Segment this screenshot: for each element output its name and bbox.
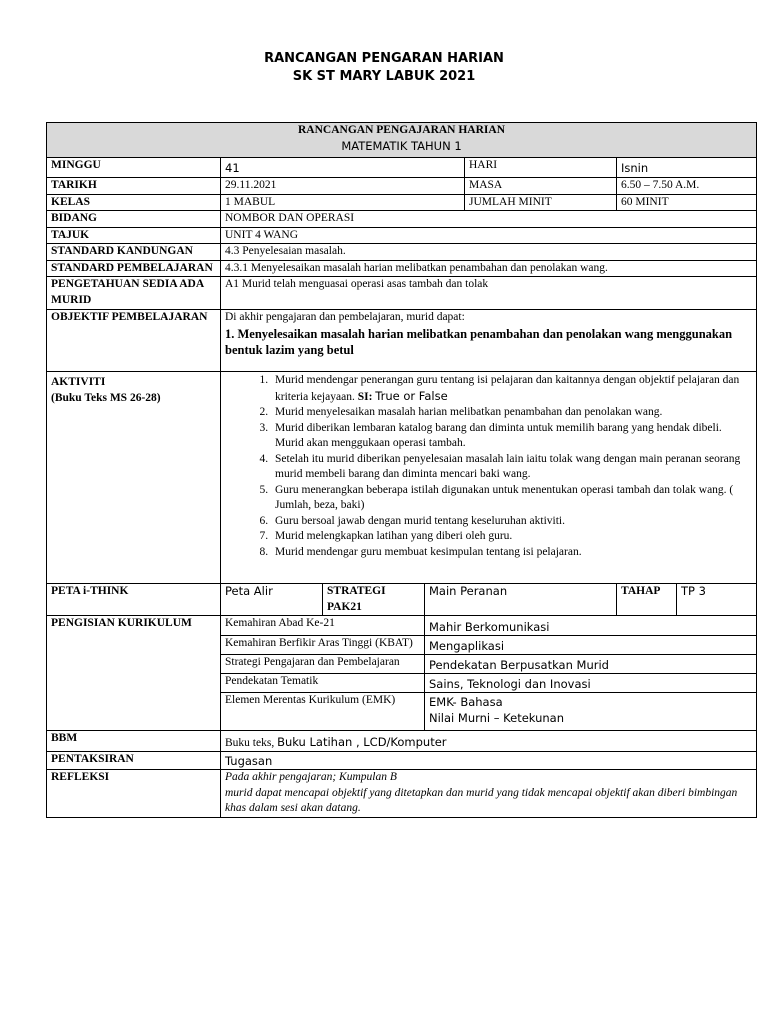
pengisian-kurikulum-label: PENGISIAN KURIKULUM xyxy=(47,616,221,731)
masa-label: MASA xyxy=(465,178,617,195)
kurikulum-item-left: Pendekatan Tematik xyxy=(221,674,425,693)
row-kurikulum-1 xyxy=(47,616,757,636)
strategi-pak21-value: Main Peranan xyxy=(425,584,617,616)
hari-label: HARI xyxy=(465,158,617,178)
kurikulum-item-left: Strategi Pengajaran dan Pembelajaran xyxy=(221,655,425,674)
kelas-value: 1 MABUL xyxy=(221,194,465,211)
standard-kandungan-value: 4.3 Penyelesaian masalah. xyxy=(221,244,757,261)
document-title: RANCANGAN PENGARAN HARIAN xyxy=(264,51,504,66)
list-item: 4. Setelah itu murid diberikan penyelesaian masalah lain iaitu tolak wang dengan main peranan seorang murid membeli barang dan diminta mencari baki wang. xyxy=(271,452,752,483)
table-header-title: RANCANGAN PENGAJARAN HARIAN xyxy=(298,124,505,136)
row-peta-ithink xyxy=(47,584,757,616)
standard-pembelajaran-value: 4.3.1 Menyelesaikan masalah harian melibatkan penambahan dan penolakan wang. xyxy=(221,260,757,277)
kurikulum-item-left: Kemahiran Abad Ke-21 xyxy=(221,616,425,636)
standard-pembelajaran-label: STANDARD PEMBELAJARAN xyxy=(47,260,221,277)
refleksi-value xyxy=(221,770,757,818)
bbm-value: Buku teks, Buku Latihan , LCD/Komputer xyxy=(221,731,757,752)
aktiviti-list-cell xyxy=(221,372,757,584)
peta-ithink-value: Peta Alir xyxy=(221,584,323,616)
aktiviti-list xyxy=(225,373,752,560)
aktiviti-buku-teks: (Buku Teks MS 26-28) xyxy=(51,391,161,404)
kelas-label: KELAS xyxy=(47,194,221,211)
refleksi-label: REFLEKSI xyxy=(47,770,221,818)
lesson-plan-table xyxy=(46,122,757,818)
list-item: 2. Murid menyelesaikan masalah harian melibatkan penambahan dan penolakan wang. xyxy=(271,405,752,421)
objektif-label: OBJEKTIF PEMBELAJARAN xyxy=(47,310,221,372)
list-item: 6. Guru bersoal jawab dengan murid tentang keseluruhan aktiviti. xyxy=(271,514,752,530)
row-standard-kandungan xyxy=(47,244,757,261)
objektif-main: 1. Menyelesaikan masalah harian melibatkan penambahan dan penolakan wang menggunakan bentuk lazim yang betul xyxy=(225,326,733,358)
objektif-intro: Di akhir pengajaran dan pembelajaran, murid dapat: xyxy=(225,311,465,324)
bbm-label: BBM xyxy=(47,731,221,752)
table-header-subject: MATEMATIK TAHUN 1 xyxy=(341,138,462,153)
nilai-murni-value: Nilai Murni – Ketekunan xyxy=(429,710,565,725)
row-objektif xyxy=(47,310,757,372)
tarikh-value: 29.11.2021 xyxy=(221,178,465,195)
peta-ithink-label: PETA i-THINK xyxy=(47,584,221,616)
refleksi-line-2: murid dapat mencapai objektif yang ditetapkan dan murid yang tidak mencapai objektif akan diberi bimbingan khas dalam sesi akan datang. xyxy=(225,786,738,815)
row-pentaksiran xyxy=(47,752,757,770)
kurikulum-item-right: Mahir Berkomunikasi xyxy=(425,616,757,636)
masa-value: 6.50 – 7.50 A.M. xyxy=(617,178,757,195)
tarikh-label: TARIKH xyxy=(47,178,221,195)
list-item: 7. Murid melengkapkan latihan yang diberi oleh guru. xyxy=(271,529,752,545)
kurikulum-item-left: Elemen Merentas Kurikulum (EMK) xyxy=(221,693,425,731)
aktiviti-label: AKTIVITI xyxy=(51,376,106,389)
row-tajuk xyxy=(47,227,757,244)
table-header xyxy=(47,123,757,158)
row-pengetahuan-sedia-ada xyxy=(47,277,757,310)
bidang-label: BIDANG xyxy=(47,211,221,228)
kurikulum-item-right: Sains, Teknologi dan Inovasi xyxy=(425,674,757,693)
strategi-pak21-label: STRATEGI PAK21 xyxy=(323,584,425,616)
list-item: 5. Guru menerangkan beberapa istilah digunakan untuk menentukan operasi tambah dan tolak wang. ( Jumlah, beza, baki) xyxy=(271,483,752,514)
tahap-value: TP 3 xyxy=(677,584,757,616)
pengetahuan-sedia-ada-value: A1 Murid telah menguasai operasi asas tambah dan tolak xyxy=(221,277,757,310)
objektif-value xyxy=(221,310,757,372)
jumlah-minit-label: JUMLAH MINIT xyxy=(465,194,617,211)
standard-kandungan-label: STANDARD KANDUNGAN xyxy=(47,244,221,261)
row-refleksi xyxy=(47,770,757,818)
row-bbm xyxy=(47,731,757,752)
pentaksiran-value: Tugasan xyxy=(221,752,757,770)
refleksi-line-1: Pada akhir pengajaran; Kumpulan B xyxy=(225,771,397,784)
tahap-label: TAHAP xyxy=(617,584,677,616)
list-item: 1. Murid mendengar penerangan guru tentang isi pelajaran dan kaitannya dengan objektif pelajaran dan kriteria kejayaan. SI: True or False xyxy=(271,373,752,405)
row-kelas xyxy=(47,194,757,211)
pentaksiran-label: PENTAKSIRAN xyxy=(47,752,221,770)
emk-value: EMK- Bahasa xyxy=(429,695,503,710)
kurikulum-item-left: Kemahiran Berfikir Aras Tinggi (KBAT) xyxy=(221,636,425,655)
pengetahuan-sedia-ada-label: PENGETAHUAN SEDIA ADA MURID xyxy=(47,277,221,310)
row-standard-pembelajaran xyxy=(47,260,757,277)
list-item: 3. Murid diberikan lembaran katalog barang dan diminta untuk memilih barang yang hendak dibeli. Murid akan menggukaan operasi tambah. xyxy=(271,421,752,452)
bidang-value: NOMBOR DAN OPERASI xyxy=(221,211,757,228)
hari-value: Isnin xyxy=(617,158,757,178)
minggu-label: MINGGU xyxy=(47,158,221,178)
kurikulum-item-right: Mengaplikasi xyxy=(425,636,757,655)
row-aktiviti xyxy=(47,372,757,584)
row-minggu xyxy=(47,158,757,178)
tajuk-label: TAJUK xyxy=(47,227,221,244)
list-item: 8. Murid mendengar guru membuat kesimpulan tentang isi pelajaran. xyxy=(271,545,752,561)
row-bidang xyxy=(47,211,757,228)
tajuk-value: UNIT 4 WANG xyxy=(221,227,757,244)
minggu-value: 41 xyxy=(221,158,465,178)
aktiviti-label-cell xyxy=(47,372,221,584)
school-name: SK ST MARY LABUK 2021 xyxy=(292,69,476,84)
row-tarikh xyxy=(47,178,757,195)
jumlah-minit-value: 60 MINIT xyxy=(617,194,757,211)
kurikulum-item-right: Pendekatan Berpusatkan Murid xyxy=(425,655,757,674)
kurikulum-item-right xyxy=(425,693,757,731)
